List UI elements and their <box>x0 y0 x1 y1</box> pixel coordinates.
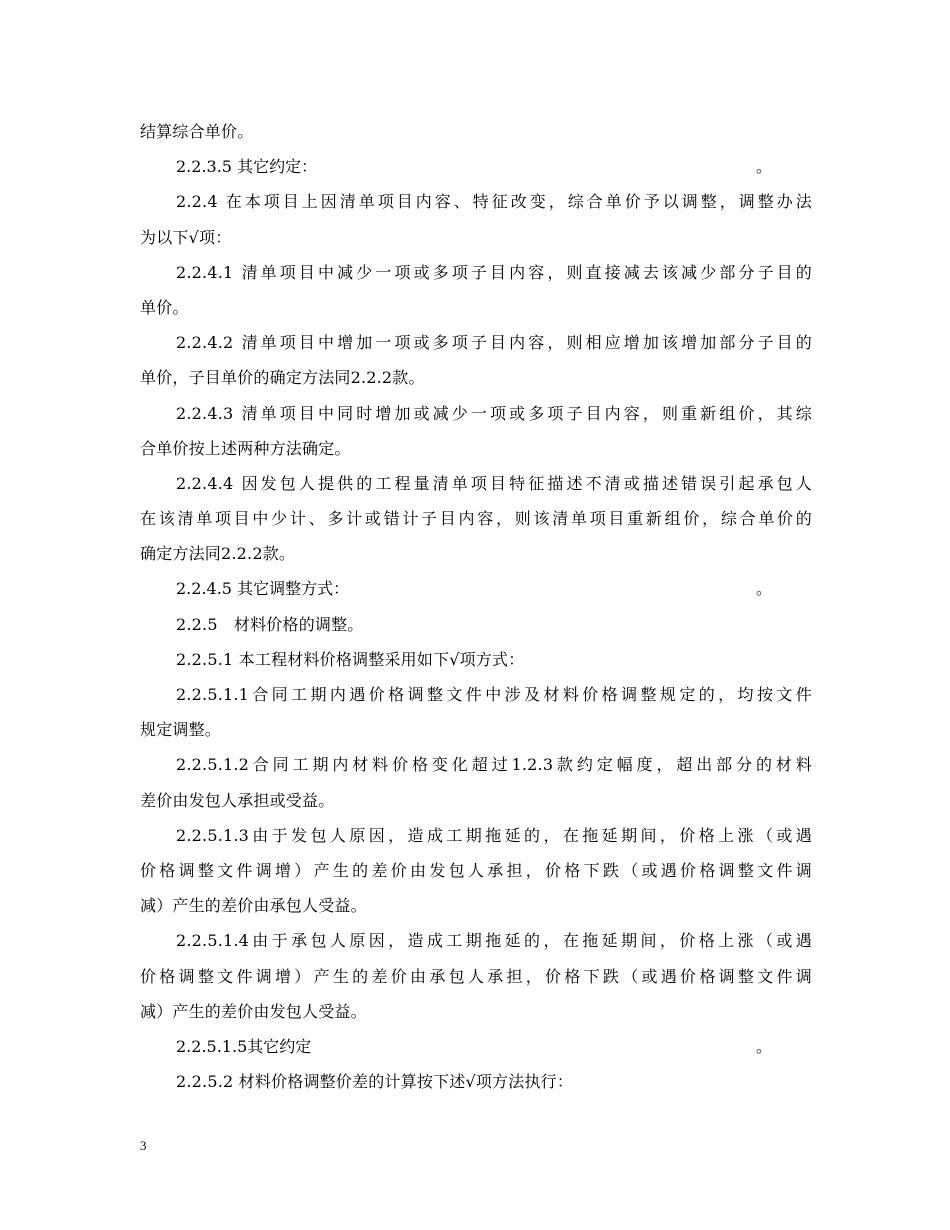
clause-text: 2.2.4.5 其它调整方式： <box>176 579 350 599</box>
page-number: 3 <box>140 1138 147 1153</box>
text-line: 结算综合单价。 <box>140 122 254 141</box>
text-line: 2.2.5.1.4由于承包人原因，造成工期拖延的，在拖延期间，价格上涨（或遇 <box>176 931 812 951</box>
text-line: 减）产生的差价由发包人受益。 <box>140 1001 367 1021</box>
fill-in-clause-line <box>140 149 812 184</box>
text-line: 2.2.4.4 因发包人提供的工程量清单项目特征描述不清或描述错误引起承包人 <box>176 473 812 493</box>
text-line: 价格调整文件调增）产生的差价由承包人承担，价格下跌（或遇价格调整文件调 <box>140 966 812 986</box>
text-line: 2.2.5 材料价格的调整。 <box>176 614 364 634</box>
text-line: 在该清单项目中少计、多计或错计子目内容，则该清单项目重新组价，综合单价的 <box>140 509 812 529</box>
text-line: 2.2.5.1 本工程材料价格调整采用如下√项方式： <box>176 649 525 669</box>
clause-text: 2.2.5.1.5其它约定 <box>176 1036 312 1056</box>
text-line: 减）产生的差价由承包人受益。 <box>140 896 367 916</box>
text-line: 规定调整。 <box>140 720 222 740</box>
text-line: 合单价按上述两种方法确定。 <box>140 438 351 458</box>
clause-text: 2.2.3.5 其它约定： <box>176 157 318 177</box>
text-line: 2.2.5.1.3由于发包人原因，造成工期拖延的，在拖延期间，价格上涨（或遇 <box>176 825 812 845</box>
text-line: 差价由发包人承担或受益。 <box>140 790 335 810</box>
text-line: 确定方法同2.2.2款。 <box>140 544 296 564</box>
clause-end-mark: 。 <box>755 157 772 177</box>
fill-in-clause-line <box>140 571 812 606</box>
clause-end-mark: 。 <box>755 1036 772 1056</box>
text-line: 单价，子目单价的确定方法同2.2.2款。 <box>140 368 425 388</box>
text-line: 2.2.4 在本项目上因清单项目内容、特征改变，综合单价予以调整，调整办法 <box>176 192 812 212</box>
text-line: 单价。 <box>140 297 189 317</box>
text-line: 2.2.5.1.2合同工期内材料价格变化超过1.2.3款约定幅度，超出部分的材料 <box>176 755 812 775</box>
fill-in-clause-line <box>140 1029 812 1064</box>
text-line: 2.2.4.1 清单项目中减少一项或多项子目内容，则直接减去该减少部分子目的 <box>176 262 812 282</box>
text-line: 2.2.4.2 清单项目中增加一项或多项子目内容，则相应增加该增加部分子目的 <box>176 333 812 353</box>
document-body <box>140 114 812 1099</box>
text-line: 2.2.4.3 清单项目中同时增加或减少一项或多项子目内容，则重新组价，其综 <box>176 403 812 423</box>
text-line: 2.2.5.2 材料价格调整价差的计算按下述√项方法执行： <box>176 1072 574 1092</box>
text-line: 为以下√项： <box>140 227 232 247</box>
text-line: 价格调整文件调增）产生的差价由发包人承担，价格下跌（或遇价格调整文件调 <box>140 860 812 880</box>
clause-end-mark: 。 <box>755 579 772 599</box>
text-line: 2.2.5.1.1合同工期内遇价格调整文件中涉及材料价格调整规定的，均按文件 <box>176 685 812 704</box>
